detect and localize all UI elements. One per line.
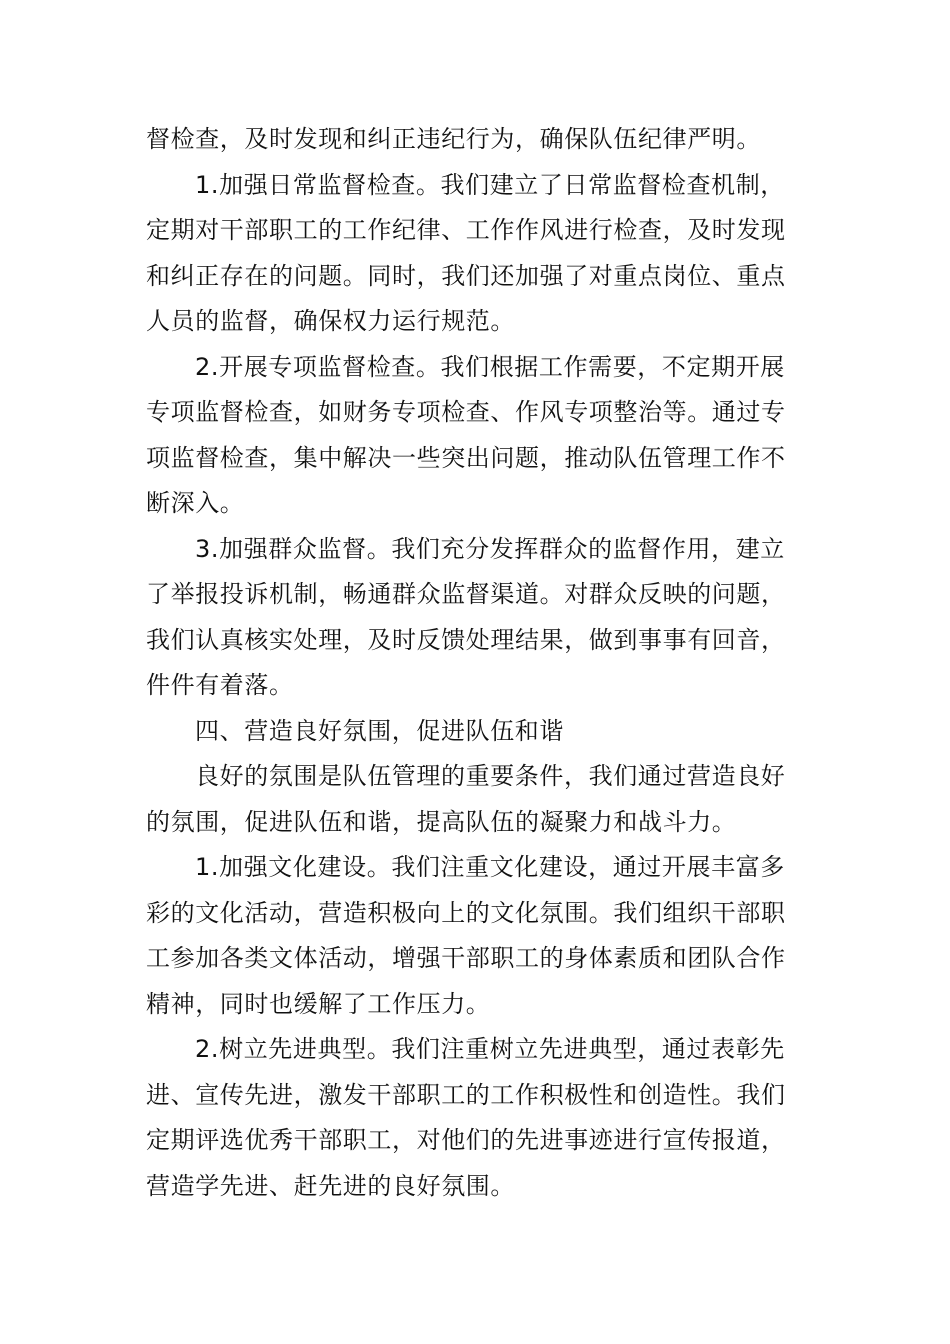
- item-text: 我们根据工作需要，不定期开展: [440, 352, 785, 381]
- body-line: 了举报投诉机制，畅通群众监督渠道。对群众反映的问题，: [146, 580, 786, 608]
- body-line: 专项监督检查，如财务专项检查、作风专项整治等。通过专: [146, 398, 786, 426]
- item-lead: 3.加强群众监督。: [195, 534, 392, 563]
- item-text: 我们建立了日常监督检查机制，: [440, 170, 785, 199]
- body-line: 和纠正存在的问题。同时，我们还加强了对重点岗位、重点: [146, 261, 786, 290]
- body-line: 断深入。: [146, 489, 245, 517]
- item-first-line: [146, 1027, 806, 1073]
- body-line: 定期对干部职工的工作纪律、工作作风进行检查，及时发现: [146, 216, 786, 244]
- body-line: 我们认真核实处理，及时反馈处理结果，做到事事有回音，: [146, 625, 786, 654]
- item-first-line: [146, 163, 806, 209]
- body-line: 工参加各类文体活动，增强干部职工的身体素质和团队合作: [146, 944, 786, 972]
- body-line: 营造学先进、赶先进的良好氛围。: [146, 1171, 515, 1200]
- body-line: 进、宣传先进，激发干部职工的工作积极性和创造性。我们: [146, 1080, 786, 1109]
- item-lead: 2.树立先进典型。: [195, 1035, 392, 1063]
- document-body: [146, 117, 806, 1209]
- body-line: 项监督检查，集中解决一些突出问题，推动队伍管理工作不: [146, 443, 786, 472]
- item-lead: 1.加强文化建设。: [195, 853, 392, 881]
- body-line: 督检查，及时发现和纠正违纪行为，确保队伍纪律严明。: [146, 125, 761, 153]
- item-text: 我们充分发挥群众的监督作用，建立: [391, 534, 785, 563]
- item-first-line: [146, 345, 806, 391]
- body-line: 彩的文化活动，营造积极向上的文化氛围。我们组织干部职: [146, 898, 786, 927]
- body-line: 的氛围，促进队伍和谐，提高队伍的凝聚力和战斗力。: [146, 807, 737, 836]
- body-line: 人员的监督，确保权力运行规范。: [146, 307, 515, 335]
- item-lead: 2.开展专项监督检查。: [195, 352, 441, 381]
- item-text: 我们注重树立先进典型，通过表彰先: [391, 1035, 785, 1063]
- body-line: 件件有着落。: [146, 671, 294, 699]
- body-line: 定期评选优秀干部职工，对他们的先进事迹进行宣传报道，: [146, 1126, 786, 1154]
- item-first-line: [146, 845, 806, 891]
- item-lead: 1.加强日常监督检查。: [195, 170, 441, 199]
- body-line: 良好的氛围是队伍管理的重要条件，我们通过营造良好: [195, 762, 786, 790]
- item-first-line: [146, 527, 806, 573]
- item-text: 我们注重文化建设，通过开展丰富多: [391, 853, 785, 881]
- section-heading: 四、营造良好氛围，促进队伍和谐: [195, 716, 564, 745]
- body-line: 精神，同时也缓解了工作压力。: [146, 989, 491, 1018]
